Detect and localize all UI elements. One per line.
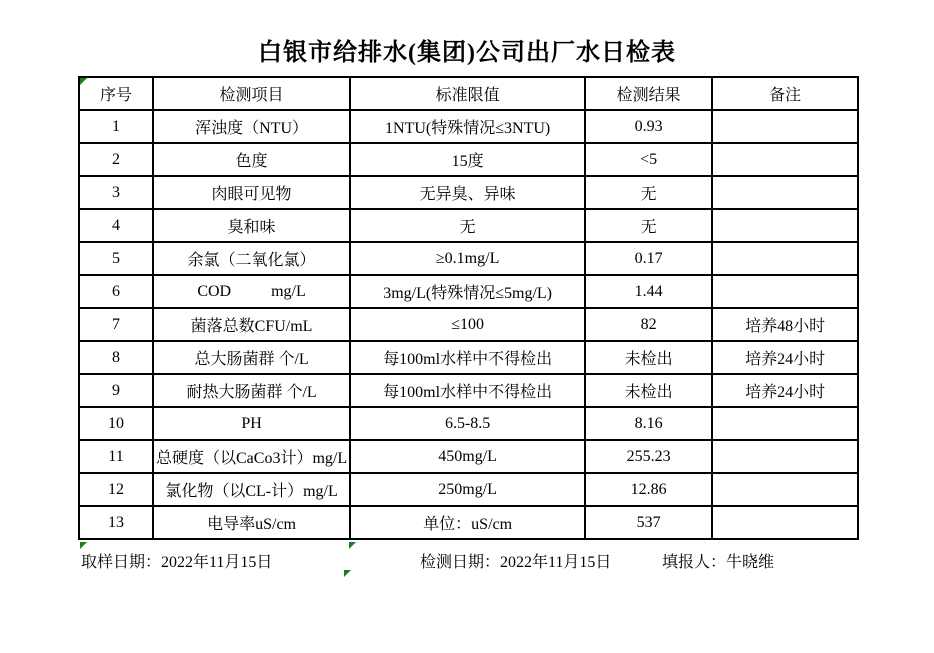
test-date-label: 检测日期：2022年11月15日 <box>420 554 612 571</box>
table-row <box>79 209 858 242</box>
excel-error-indicator <box>80 542 87 549</box>
excel-error-indicator <box>80 78 87 85</box>
reporter-label: 填报人：牛晓维 <box>662 554 775 571</box>
header-cell-note: 备注 <box>712 77 858 110</box>
result-cell: 0.17 <box>585 242 712 275</box>
item-cell: 肉眼可见物 <box>153 176 350 209</box>
limit-cell: 每100ml水样中不得检出 <box>350 341 585 374</box>
item-cell: 总硬度（以CaCo3计）mg/L <box>153 440 350 473</box>
row-number-cell: 4 <box>79 209 153 242</box>
item-cell: 浑浊度（NTU） <box>153 110 350 143</box>
limit-cell: 450mg/L <box>350 440 585 473</box>
item-cell: PH <box>153 407 350 440</box>
note-cell <box>712 506 858 539</box>
item-cell: 电导率uS/cm <box>153 506 350 539</box>
limit-cell: 1NTU(特殊情况≤3NTU) <box>350 110 585 143</box>
row-number-cell: 5 <box>79 242 153 275</box>
item-cell: COD mg/L <box>153 275 350 308</box>
page-title: 白银市给排水(集团)公司出厂水日检表 <box>258 40 676 66</box>
row-number-cell: 8 <box>79 341 153 374</box>
result-cell: 82 <box>585 308 712 341</box>
table-row <box>79 407 858 440</box>
result-cell: 255.23 <box>585 440 712 473</box>
result-cell: 未检出 <box>585 374 712 407</box>
row-number-cell: 7 <box>79 308 153 341</box>
result-cell: 无 <box>585 176 712 209</box>
row-number-cell: 10 <box>79 407 153 440</box>
excel-error-indicator <box>349 542 356 549</box>
note-cell: 培养24小时 <box>712 341 858 374</box>
limit-cell: 无异臭、异味 <box>350 176 585 209</box>
result-cell: 537 <box>585 506 712 539</box>
result-cell: 1.44 <box>585 275 712 308</box>
row-number-cell: 3 <box>79 176 153 209</box>
sampling-date-label: 取样日期：2022年11月15日 <box>81 554 273 571</box>
note-cell <box>712 407 858 440</box>
table-row <box>79 176 858 209</box>
table-header-row <box>79 77 858 110</box>
row-number-cell: 2 <box>79 143 153 176</box>
note-cell <box>712 242 858 275</box>
note-cell <box>712 143 858 176</box>
header-cell-item: 检测项目 <box>153 77 350 110</box>
limit-cell: 无 <box>350 209 585 242</box>
result-cell: 12.86 <box>585 473 712 506</box>
table-row <box>79 275 858 308</box>
table-row <box>79 308 858 341</box>
table-row <box>79 242 858 275</box>
table-row <box>79 143 858 176</box>
note-cell: 培养48小时 <box>712 308 858 341</box>
item-cell: 臭和味 <box>153 209 350 242</box>
row-number-cell: 13 <box>79 506 153 539</box>
limit-cell: 3mg/L(特殊情况≤5mg/L) <box>350 275 585 308</box>
excel-error-indicator <box>344 570 351 577</box>
result-cell: <5 <box>585 143 712 176</box>
note-cell <box>712 275 858 308</box>
note-cell <box>712 209 858 242</box>
table-row <box>79 374 858 407</box>
note-cell <box>712 473 858 506</box>
row-number-cell: 1 <box>79 110 153 143</box>
item-cell: 色度 <box>153 143 350 176</box>
result-cell: 0.93 <box>585 110 712 143</box>
table-row <box>79 506 858 539</box>
limit-cell: 6.5-8.5 <box>350 407 585 440</box>
row-number-cell: 11 <box>79 440 153 473</box>
note-cell <box>712 440 858 473</box>
limit-cell: 15度 <box>350 143 585 176</box>
result-cell: 8.16 <box>585 407 712 440</box>
table-row <box>79 440 858 473</box>
limit-cell: 250mg/L <box>350 473 585 506</box>
header-cell-no: 序号 <box>79 77 153 110</box>
item-cell: 耐热大肠菌群 个/L <box>153 374 350 407</box>
limit-cell: 每100ml水样中不得检出 <box>350 374 585 407</box>
item-cell: 氯化物（以CL-计）mg/L <box>153 473 350 506</box>
note-cell <box>712 110 858 143</box>
table-row <box>79 473 858 506</box>
header-cell-limit: 标准限值 <box>350 77 585 110</box>
item-cell: 余氯（二氧化氯） <box>153 242 350 275</box>
row-number-cell: 12 <box>79 473 153 506</box>
inspection-table <box>78 76 859 540</box>
row-number-cell: 9 <box>79 374 153 407</box>
note-cell: 培养24小时 <box>712 374 858 407</box>
result-cell: 未检出 <box>585 341 712 374</box>
result-cell: 无 <box>585 209 712 242</box>
limit-cell: ≥0.1mg/L <box>350 242 585 275</box>
note-cell <box>712 176 858 209</box>
item-cell: 菌落总数CFU/mL <box>153 308 350 341</box>
limit-cell: 单位：uS/cm <box>350 506 585 539</box>
limit-cell: ≤100 <box>350 308 585 341</box>
table-row <box>79 110 858 143</box>
item-cell: 总大肠菌群 个/L <box>153 341 350 374</box>
header-cell-result: 检测结果 <box>585 77 712 110</box>
row-number-cell: 6 <box>79 275 153 308</box>
table-row <box>79 341 858 374</box>
